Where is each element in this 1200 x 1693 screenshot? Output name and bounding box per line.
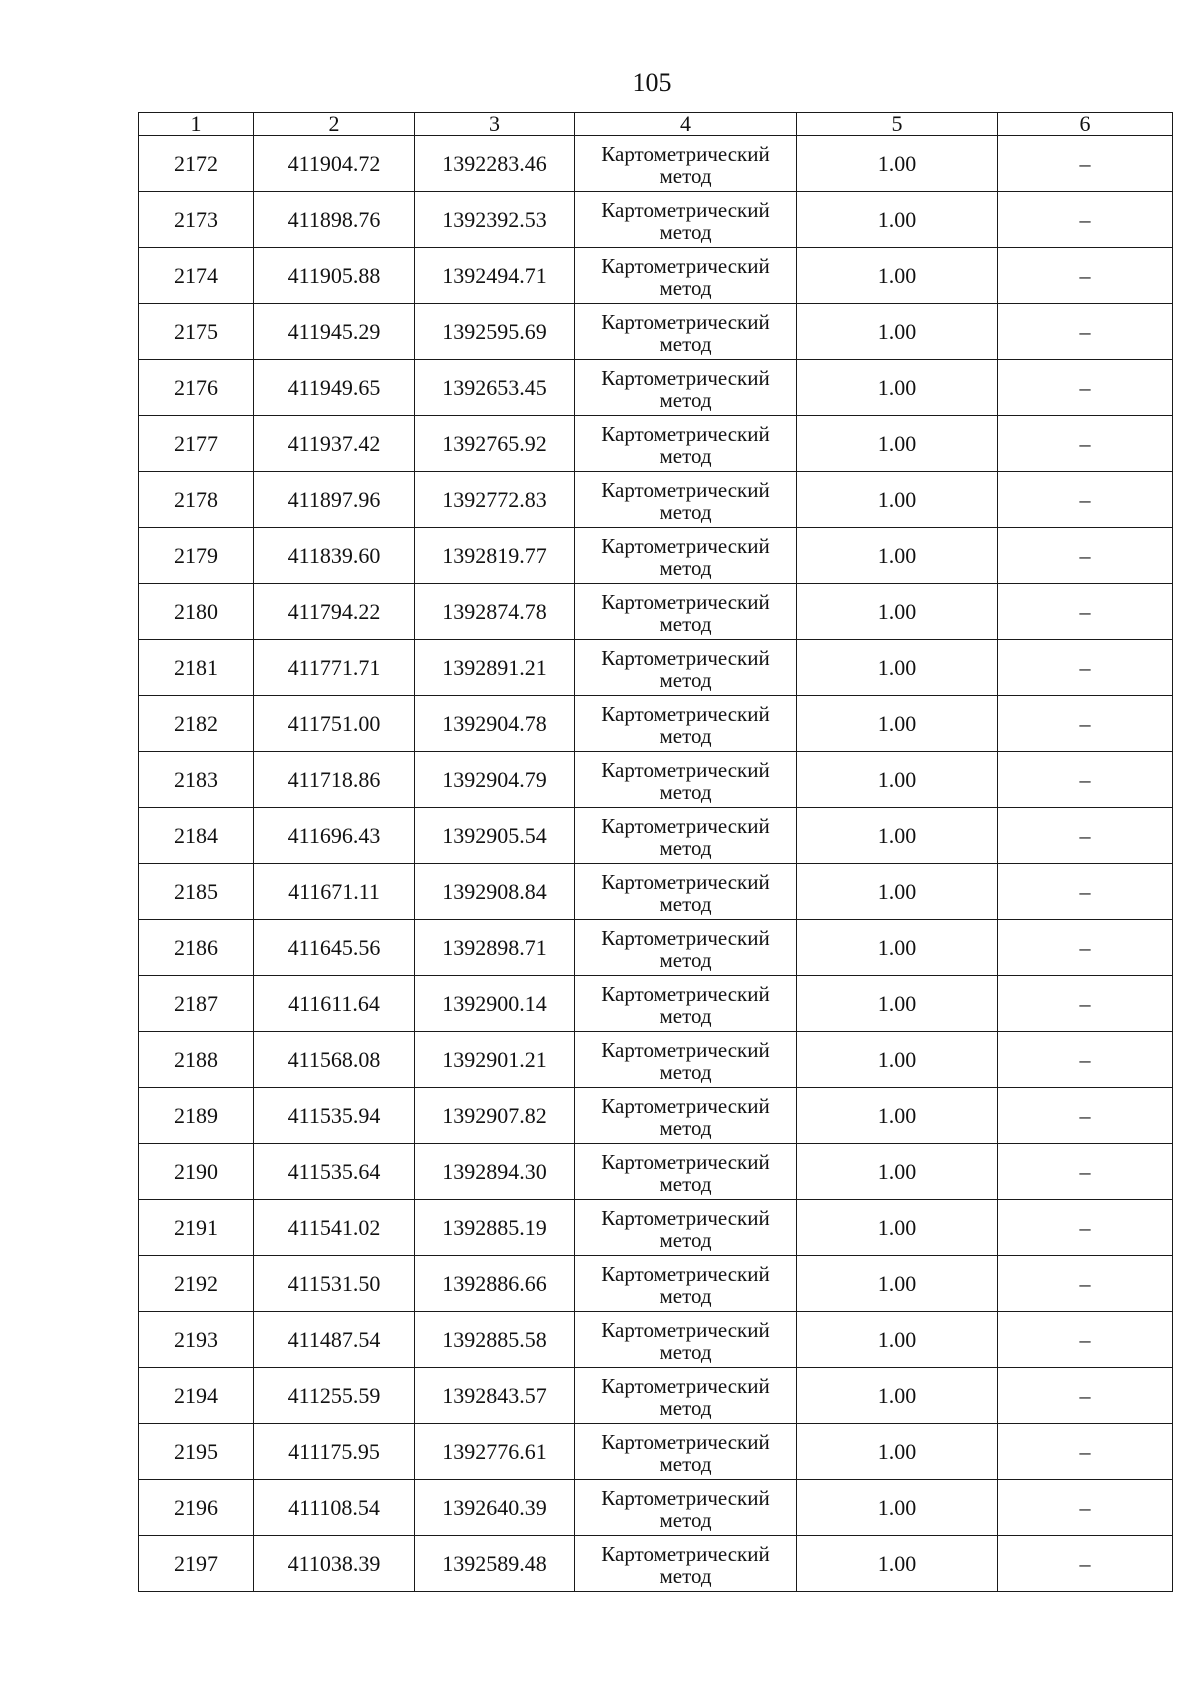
note-cell: –: [998, 696, 1173, 752]
method-line-1: Картометрический: [601, 1205, 770, 1230]
accuracy-cell: 1.00: [797, 640, 998, 696]
point-number-cell: 2190: [139, 1144, 254, 1200]
method-cell: [575, 416, 797, 472]
x-coordinate-cell: 411905.88: [254, 248, 415, 304]
method-cell: [575, 472, 797, 528]
point-number-cell: 2174: [139, 248, 254, 304]
x-coordinate-cell: 411535.94: [254, 1088, 415, 1144]
method-cell: [575, 1256, 797, 1312]
note-cell: –: [998, 1480, 1173, 1536]
y-coordinate-cell: 1392907.82: [415, 1088, 575, 1144]
method-line-1: Картометрический: [601, 421, 770, 446]
method-line-1: Картометрический: [601, 1149, 770, 1174]
point-number-cell: 2177: [139, 416, 254, 472]
method-cell: [575, 808, 797, 864]
accuracy-cell: 1.00: [797, 1144, 998, 1200]
accuracy-cell: 1.00: [797, 136, 998, 192]
x-coordinate-cell: 411937.42: [254, 416, 415, 472]
x-coordinate-cell: 411897.96: [254, 472, 415, 528]
x-coordinate-cell: 411541.02: [254, 1200, 415, 1256]
method-cell: [575, 360, 797, 416]
x-coordinate-cell: 411696.43: [254, 808, 415, 864]
column-header-6: 6: [998, 113, 1173, 136]
accuracy-cell: 1.00: [797, 1200, 998, 1256]
method-line-1: Картометрический: [601, 1541, 770, 1566]
method-line-2: метод: [659, 275, 712, 300]
method-line-2: метод: [659, 163, 712, 188]
method-line-1: Картометрический: [601, 365, 770, 390]
method-line-2: метод: [659, 1283, 712, 1308]
note-cell: –: [998, 1312, 1173, 1368]
method-cell: [575, 192, 797, 248]
method-cell: [575, 976, 797, 1032]
table-row: [139, 1368, 1173, 1424]
table-row: [139, 416, 1173, 472]
y-coordinate-cell: 1392885.19: [415, 1200, 575, 1256]
point-number-cell: 2183: [139, 752, 254, 808]
note-cell: –: [998, 752, 1173, 808]
method-line-2: метод: [659, 779, 712, 804]
y-coordinate-cell: 1392589.48: [415, 1536, 575, 1592]
method-line-1: Картометрический: [601, 757, 770, 782]
method-line-1: Картометрический: [601, 533, 770, 558]
table-row: [139, 1256, 1173, 1312]
point-number-cell: 2196: [139, 1480, 254, 1536]
y-coordinate-cell: 1392776.61: [415, 1424, 575, 1480]
method-line-2: метод: [659, 947, 712, 972]
method-line-1: Картометрический: [601, 645, 770, 670]
column-header-3: 3: [415, 113, 575, 136]
method-line-1: Картометрический: [601, 1317, 770, 1342]
y-coordinate-cell: 1392894.30: [415, 1144, 575, 1200]
note-cell: –: [998, 1088, 1173, 1144]
column-header-5: 5: [797, 113, 998, 136]
accuracy-cell: 1.00: [797, 1256, 998, 1312]
note-cell: –: [998, 808, 1173, 864]
y-coordinate-cell: 1392653.45: [415, 360, 575, 416]
table-row: [139, 136, 1173, 192]
x-coordinate-cell: 411535.64: [254, 1144, 415, 1200]
x-coordinate-cell: 411904.72: [254, 136, 415, 192]
method-cell: [575, 136, 797, 192]
page-number: 105: [632, 68, 672, 97]
note-cell: –: [998, 1424, 1173, 1480]
method-cell: [575, 696, 797, 752]
y-coordinate-cell: 1392904.79: [415, 752, 575, 808]
accuracy-cell: 1.00: [797, 248, 998, 304]
method-cell: [575, 1368, 797, 1424]
x-coordinate-cell: 411771.71: [254, 640, 415, 696]
method-line-1: Картометрический: [601, 813, 770, 838]
accuracy-cell: 1.00: [797, 808, 998, 864]
x-coordinate-cell: 411645.56: [254, 920, 415, 976]
method-cell: [575, 304, 797, 360]
table-row: [139, 1312, 1173, 1368]
x-coordinate-cell: 411568.08: [254, 1032, 415, 1088]
note-cell: –: [998, 1368, 1173, 1424]
table-row: [139, 584, 1173, 640]
method-cell: [575, 1088, 797, 1144]
y-coordinate-cell: 1392891.21: [415, 640, 575, 696]
accuracy-cell: 1.00: [797, 1088, 998, 1144]
point-number-cell: 2173: [139, 192, 254, 248]
method-cell: [575, 1480, 797, 1536]
point-number-cell: 2176: [139, 360, 254, 416]
method-line-2: метод: [659, 1451, 712, 1476]
point-number-cell: 2181: [139, 640, 254, 696]
point-number-cell: 2191: [139, 1200, 254, 1256]
method-line-2: метод: [659, 611, 712, 636]
y-coordinate-cell: 1392898.71: [415, 920, 575, 976]
note-cell: –: [998, 136, 1173, 192]
y-coordinate-cell: 1392904.78: [415, 696, 575, 752]
y-coordinate-cell: 1392874.78: [415, 584, 575, 640]
method-line-1: Картометрический: [601, 1373, 770, 1398]
column-header-2: 2: [254, 113, 415, 136]
table-row: [139, 752, 1173, 808]
x-coordinate-cell: 411671.11: [254, 864, 415, 920]
point-number-cell: 2194: [139, 1368, 254, 1424]
point-number-cell: 2189: [139, 1088, 254, 1144]
table-row: [139, 1480, 1173, 1536]
y-coordinate-cell: 1392494.71: [415, 248, 575, 304]
note-cell: –: [998, 248, 1173, 304]
column-header-4: 4: [575, 113, 797, 136]
y-coordinate-cell: 1392595.69: [415, 304, 575, 360]
method-line-2: метод: [659, 1171, 712, 1196]
note-cell: –: [998, 976, 1173, 1032]
accuracy-cell: 1.00: [797, 1480, 998, 1536]
column-header-1: 1: [139, 113, 254, 136]
method-line-1: Картометрический: [601, 981, 770, 1006]
y-coordinate-cell: 1392765.92: [415, 416, 575, 472]
method-line-1: Картометрический: [601, 589, 770, 614]
point-number-cell: 2187: [139, 976, 254, 1032]
y-coordinate-cell: 1392908.84: [415, 864, 575, 920]
y-coordinate-cell: 1392843.57: [415, 1368, 575, 1424]
method-line-1: Картометрический: [601, 925, 770, 950]
method-line-2: метод: [659, 219, 712, 244]
accuracy-cell: 1.00: [797, 472, 998, 528]
note-cell: –: [998, 472, 1173, 528]
method-line-1: Картометрический: [601, 869, 770, 894]
accuracy-cell: 1.00: [797, 1368, 998, 1424]
point-number-cell: 2188: [139, 1032, 254, 1088]
method-line-2: метод: [659, 387, 712, 412]
y-coordinate-cell: 1392886.66: [415, 1256, 575, 1312]
method-line-2: метод: [659, 1563, 712, 1588]
method-line-1: Картометрический: [601, 1429, 770, 1454]
y-coordinate-cell: 1392901.21: [415, 1032, 575, 1088]
method-line-1: Картометрический: [601, 309, 770, 334]
method-cell: [575, 1032, 797, 1088]
x-coordinate-cell: 411175.95: [254, 1424, 415, 1480]
accuracy-cell: 1.00: [797, 1536, 998, 1592]
table-header: [139, 113, 1173, 136]
point-number-cell: 2193: [139, 1312, 254, 1368]
note-cell: –: [998, 416, 1173, 472]
method-line-2: метод: [659, 1115, 712, 1140]
header-row: [139, 113, 1173, 136]
table-row: [139, 1536, 1173, 1592]
method-cell: [575, 1536, 797, 1592]
note-cell: –: [998, 920, 1173, 976]
accuracy-cell: 1.00: [797, 1312, 998, 1368]
accuracy-cell: 1.00: [797, 1032, 998, 1088]
accuracy-cell: 1.00: [797, 360, 998, 416]
method-line-2: метод: [659, 667, 712, 692]
x-coordinate-cell: 411487.54: [254, 1312, 415, 1368]
table-row: [139, 248, 1173, 304]
point-number-cell: 2180: [139, 584, 254, 640]
method-line-1: Картометрический: [601, 1261, 770, 1286]
method-line-2: метод: [659, 891, 712, 916]
method-cell: [575, 1144, 797, 1200]
coordinates-table: [138, 112, 1173, 1592]
method-cell: [575, 584, 797, 640]
note-cell: –: [998, 584, 1173, 640]
note-cell: –: [998, 192, 1173, 248]
y-coordinate-cell: 1392819.77: [415, 528, 575, 584]
x-coordinate-cell: 411945.29: [254, 304, 415, 360]
x-coordinate-cell: 411794.22: [254, 584, 415, 640]
method-line-2: метод: [659, 835, 712, 860]
point-number-cell: 2185: [139, 864, 254, 920]
x-coordinate-cell: 411255.59: [254, 1368, 415, 1424]
y-coordinate-cell: 1392905.54: [415, 808, 575, 864]
accuracy-cell: 1.00: [797, 584, 998, 640]
accuracy-cell: 1.00: [797, 976, 998, 1032]
note-cell: –: [998, 528, 1173, 584]
note-cell: –: [998, 1032, 1173, 1088]
table-row: [139, 472, 1173, 528]
point-number-cell: 2178: [139, 472, 254, 528]
method-line-2: метод: [659, 555, 712, 580]
accuracy-cell: 1.00: [797, 528, 998, 584]
point-number-cell: 2195: [139, 1424, 254, 1480]
method-line-1: Картометрический: [601, 1485, 770, 1510]
table-body: [139, 136, 1173, 1592]
note-cell: –: [998, 1536, 1173, 1592]
point-number-cell: 2186: [139, 920, 254, 976]
y-coordinate-cell: 1392283.46: [415, 136, 575, 192]
method-cell: [575, 528, 797, 584]
accuracy-cell: 1.00: [797, 696, 998, 752]
method-line-1: Картометрический: [601, 701, 770, 726]
point-number-cell: 2179: [139, 528, 254, 584]
accuracy-cell: 1.00: [797, 920, 998, 976]
table-row: [139, 1200, 1173, 1256]
x-coordinate-cell: 411108.54: [254, 1480, 415, 1536]
table-row: [139, 640, 1173, 696]
note-cell: –: [998, 304, 1173, 360]
method-line-2: метод: [659, 443, 712, 468]
x-coordinate-cell: 411949.65: [254, 360, 415, 416]
y-coordinate-cell: 1392772.83: [415, 472, 575, 528]
y-coordinate-cell: 1392885.58: [415, 1312, 575, 1368]
point-number-cell: 2172: [139, 136, 254, 192]
method-line-2: метод: [659, 331, 712, 356]
table-row: [139, 304, 1173, 360]
method-line-2: метод: [659, 1395, 712, 1420]
table-row: [139, 1144, 1173, 1200]
x-coordinate-cell: 411611.64: [254, 976, 415, 1032]
table-row: [139, 1424, 1173, 1480]
method-cell: [575, 248, 797, 304]
note-cell: –: [998, 1144, 1173, 1200]
method-cell: [575, 920, 797, 976]
accuracy-cell: 1.00: [797, 304, 998, 360]
method-cell: [575, 752, 797, 808]
accuracy-cell: 1.00: [797, 416, 998, 472]
table-row: [139, 1088, 1173, 1144]
table-row: [139, 528, 1173, 584]
accuracy-cell: 1.00: [797, 1424, 998, 1480]
method-line-1: Картометрический: [601, 1093, 770, 1118]
method-line-2: метод: [659, 1003, 712, 1028]
point-number-cell: 2184: [139, 808, 254, 864]
method-line-1: Картометрический: [601, 197, 770, 222]
x-coordinate-cell: 411898.76: [254, 192, 415, 248]
note-cell: –: [998, 1200, 1173, 1256]
point-number-cell: 2192: [139, 1256, 254, 1312]
note-cell: –: [998, 640, 1173, 696]
point-number-cell: 2182: [139, 696, 254, 752]
accuracy-cell: 1.00: [797, 752, 998, 808]
method-line-1: Картометрический: [601, 141, 770, 166]
method-cell: [575, 1312, 797, 1368]
y-coordinate-cell: 1392640.39: [415, 1480, 575, 1536]
method-cell: [575, 864, 797, 920]
y-coordinate-cell: 1392900.14: [415, 976, 575, 1032]
method-line-2: метод: [659, 1339, 712, 1364]
x-coordinate-cell: 411751.00: [254, 696, 415, 752]
x-coordinate-cell: 411839.60: [254, 528, 415, 584]
x-coordinate-cell: 411038.39: [254, 1536, 415, 1592]
method-cell: [575, 1200, 797, 1256]
method-line-2: метод: [659, 1227, 712, 1252]
method-line-2: метод: [659, 499, 712, 524]
table-row: [139, 808, 1173, 864]
table-row: [139, 920, 1173, 976]
method-cell: [575, 640, 797, 696]
table-row: [139, 696, 1173, 752]
accuracy-cell: 1.00: [797, 864, 998, 920]
point-number-cell: 2175: [139, 304, 254, 360]
method-line-2: метод: [659, 1507, 712, 1532]
method-line-2: метод: [659, 1059, 712, 1084]
note-cell: –: [998, 1256, 1173, 1312]
y-coordinate-cell: 1392392.53: [415, 192, 575, 248]
note-cell: –: [998, 360, 1173, 416]
x-coordinate-cell: 411531.50: [254, 1256, 415, 1312]
method-line-1: Картометрический: [601, 253, 770, 278]
table-row: [139, 192, 1173, 248]
note-cell: –: [998, 864, 1173, 920]
table-row: [139, 1032, 1173, 1088]
table-row: [139, 864, 1173, 920]
table-row: [139, 976, 1173, 1032]
accuracy-cell: 1.00: [797, 192, 998, 248]
method-line-1: Картометрический: [601, 477, 770, 502]
method-line-2: метод: [659, 723, 712, 748]
point-number-cell: 2197: [139, 1536, 254, 1592]
x-coordinate-cell: 411718.86: [254, 752, 415, 808]
method-line-1: Картометрический: [601, 1037, 770, 1062]
method-cell: [575, 1424, 797, 1480]
table-row: [139, 360, 1173, 416]
